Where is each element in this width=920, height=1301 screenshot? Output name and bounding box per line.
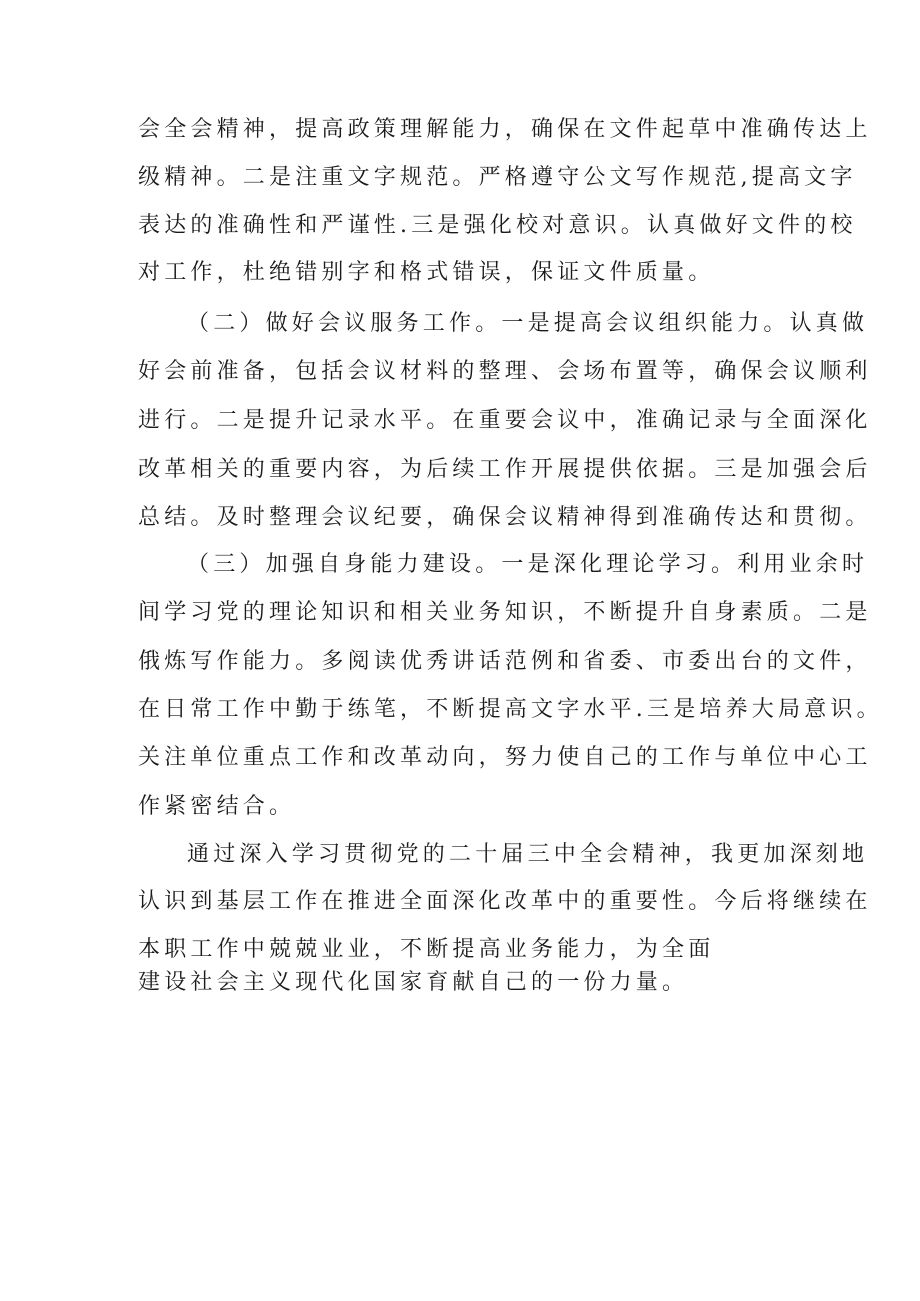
text-line: 在日常工作中勤于练笔，不断提高文字水平.三是培养大局意识。 [138, 697, 883, 722]
text-line: 作紧密结合。 [138, 794, 296, 819]
text-line: 对工作，杜绝错别字和格式错误，保证文件质量。 [138, 260, 715, 285]
text-line: 进行。二是提升记录水平。在重要会议中，准确记录与全面深化 [138, 408, 872, 433]
text-line: 建设社会主义现代化国家育献自己的一份力量。 [138, 970, 689, 995]
text-line: 改革相关的重要内容，为后续工作开展提供依据。三是加强会后 [138, 457, 872, 482]
text-line: 总结。及时整理会议纪要，确保会议精神得到准确传达和贯彻。 [138, 505, 872, 530]
text-line: 关注单位重点工作和改革动向，努力使自己的工作与单位中心工 [138, 745, 872, 770]
paragraph-heading-line: （二）做好会议服务工作。一是提高会议组织能力。认真做 [187, 311, 869, 336]
paragraph-first-line: 通过深入学习贯彻党的二十届三中全会精神，我更加深刻地 [187, 842, 869, 867]
text-line: 认识到基层工作在推进全面深化改革中的重要性。今后将继续在 [138, 889, 872, 914]
text-line: 会全会精神，提高政策理解能力，确保在文件起草中准确传达上 [138, 117, 872, 142]
text-line: 间学习党的理论知识和相关业务知识，不断提升自身素质。二是 [138, 600, 872, 625]
text-line: 好会前准备，包括会议材料的整理、会场布置等，确保会议顺利 [138, 359, 872, 384]
text-line: 俄炼写作能力。多阅读优秀讲话范例和省委、市委出台的文件， [138, 649, 872, 674]
text-line: 级精神。二是注重文字规范。严格遵守公文写作规范,提高文字 [138, 165, 857, 190]
paragraph-heading-line: （三）加强自身能力建设。一是深化理论学习。利用业余时 [187, 552, 869, 577]
text-line: 本职工作中兢兢业业，不断提高业务能力，为全面 [138, 937, 715, 962]
text-line: 表达的准确性和严谨性.三是强化校对意识。认真做好文件的校 [138, 213, 857, 238]
